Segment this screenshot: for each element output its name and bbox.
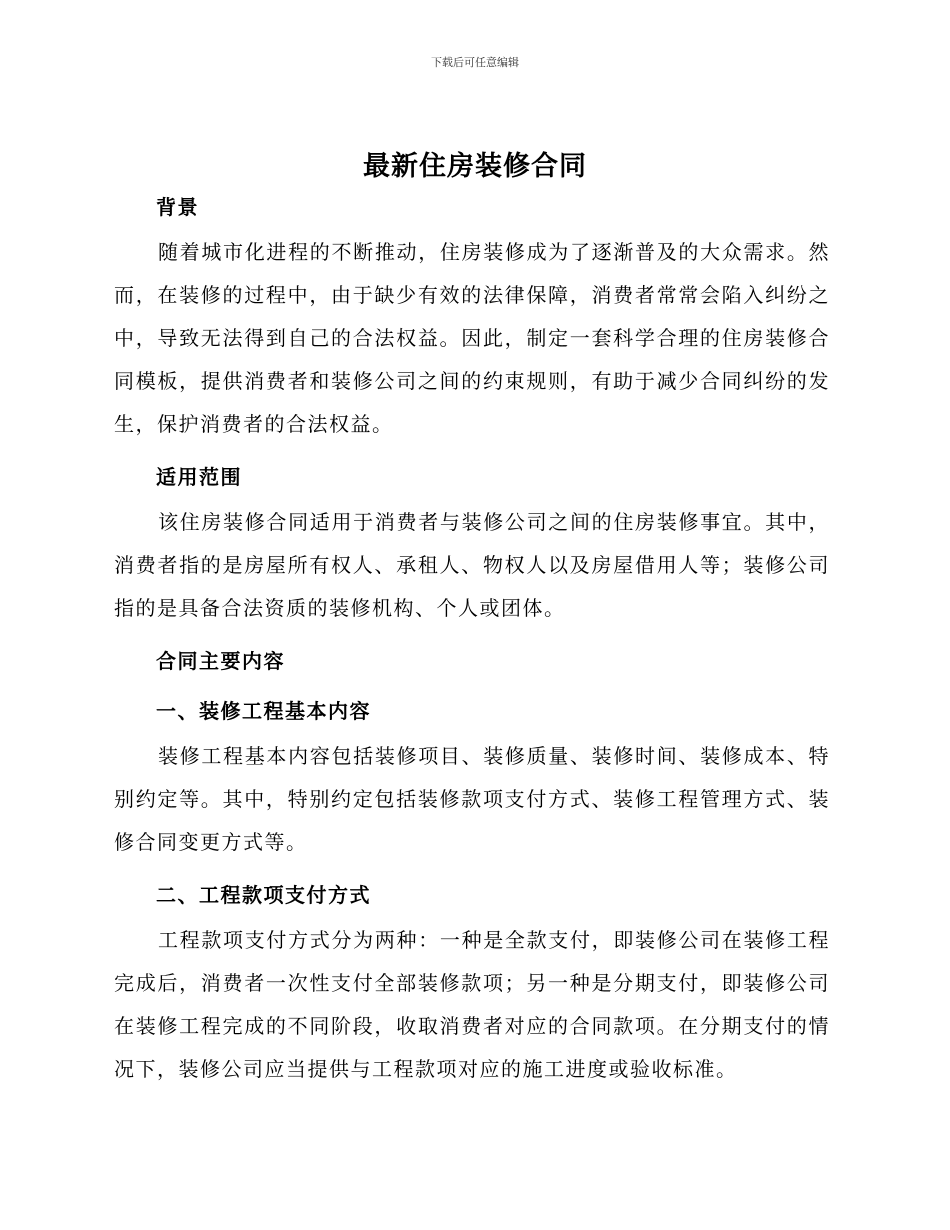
paragraph-item-1: 装修工程基本内容包括装修项目、装修质量、装修时间、装修成本、特别约定等。其中，特别约定包括装修款项支付方式、装修工程管理方式、装修合同变更方式等。 xyxy=(114,744,830,854)
paragraph-item-2: 工程款项支付方式分为两种：一种是全款支付，即装修公司在装修工程完成后，消费者一次性支付全部装修款项；另一种是分期支付，即装修公司在装修工程完成的不同阶段，收取消费者对应的合同款项。在分期支付的情况下，装修公司应当提供与工程款项对应的施工进度或验收标准。 xyxy=(114,928,830,1081)
header-note: 下载后可任意编辑 xyxy=(431,56,519,69)
section-heading-scope: 适用范围 xyxy=(156,465,242,489)
paragraph-background: 随着城市化进程的不断推动，住房装修成为了逐渐普及的大众需求。然而，在装修的过程中，由于缺少有效的法律保障，消费者常常会陷入纠纷之中，导致无法得到自己的合法权益。因此，制定一套科学合理的住房装修合同模板，提供消费者和装修公司之间的约束规则，有助于减少合同纠纷的发生，保护消费者的合法权益。 xyxy=(114,240,830,436)
paragraph-scope: 该住房装修合同适用于消费者与装修公司之间的住房装修事宜。其中，消费者指的是房屋所有权人、承租人、物权人以及房屋借用人等；装修公司指的是具备合法资质的装修机构、个人或团体。 xyxy=(114,510,830,620)
section-heading-main-content: 合同主要内容 xyxy=(156,649,285,673)
section-heading-item-1: 一、装修工程基本内容 xyxy=(156,699,371,723)
document-body xyxy=(114,188,830,1091)
section-heading-background: 背景 xyxy=(156,195,199,219)
section-heading-item-2: 二、工程款项支付方式 xyxy=(156,883,371,907)
document-title: 最新住房装修合同 xyxy=(363,151,587,182)
